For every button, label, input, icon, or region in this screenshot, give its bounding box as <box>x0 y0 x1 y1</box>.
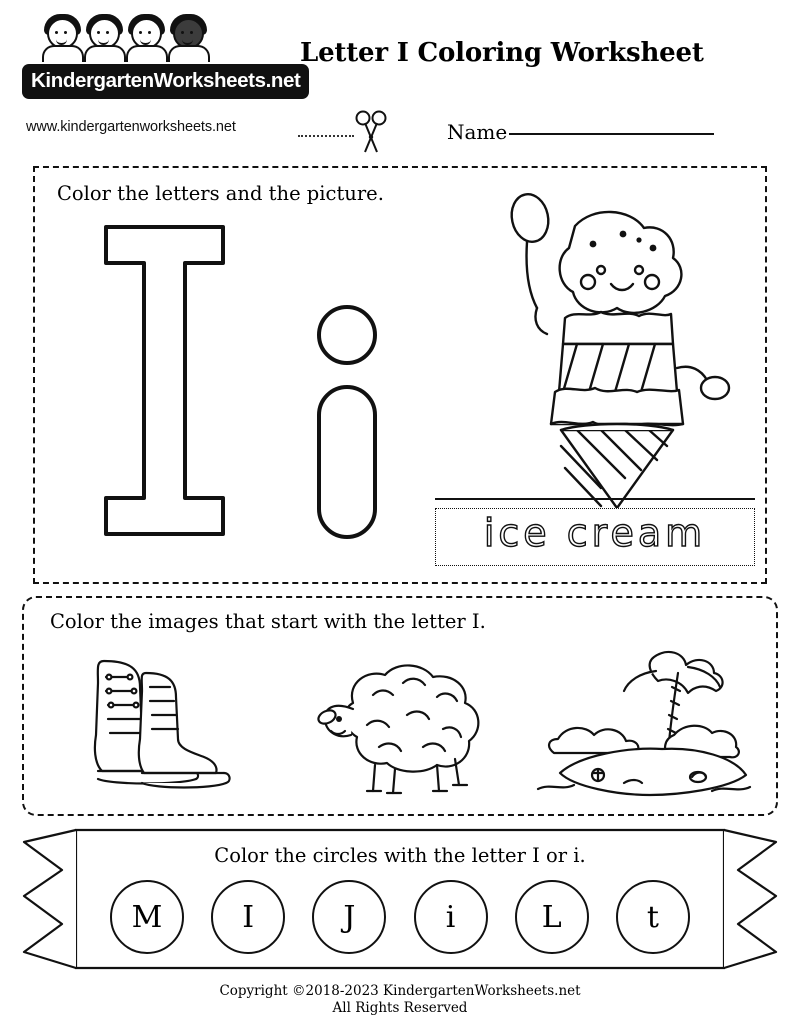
lowercase-letter-outline[interactable] <box>300 303 395 548</box>
kid-figure-2 <box>82 16 128 62</box>
ice-skates-image[interactable] <box>46 643 276 803</box>
letter-circle[interactable]: L <box>515 880 589 954</box>
page-footer <box>0 983 800 1017</box>
name-label: Name <box>447 120 508 144</box>
name-write-line <box>509 132 714 135</box>
letter-circle[interactable]: t <box>616 880 690 954</box>
letter-circle[interactable]: I <box>211 880 285 954</box>
logo-text: KindergartenWorksheets.net <box>31 69 301 92</box>
word-baseline <box>435 498 755 500</box>
letter-circle[interactable]: J <box>312 880 386 954</box>
section-color-letters <box>33 166 767 584</box>
kid-figure-1 <box>40 16 86 62</box>
section1-instruction: Color the letters and the picture. <box>57 182 384 205</box>
section2-image-row <box>40 640 764 806</box>
uppercase-letter-outline[interactable] <box>92 213 237 548</box>
cut-dotted-line <box>298 135 354 137</box>
scissors-icon <box>352 110 390 156</box>
letter-circle[interactable]: i <box>414 880 488 954</box>
section-color-circles <box>14 824 786 974</box>
logo-wordmark <box>22 64 309 99</box>
island-image[interactable] <box>528 643 758 803</box>
sheep-image[interactable] <box>287 643 517 803</box>
kid-figure-3 <box>124 16 170 62</box>
rights-text: All Rights Reserved <box>332 1000 468 1016</box>
letter-circle[interactable]: M <box>110 880 184 954</box>
copyright-text: Copyright ©2018-2023 KindergartenWorksheets.net <box>219 983 581 999</box>
site-logo[interactable] <box>22 14 301 99</box>
site-url: www.kindergartenworksheets.net <box>26 119 236 135</box>
section2-instruction: Color the images that start with the letter I. <box>50 610 486 633</box>
kids-illustration <box>40 14 255 62</box>
section3-instruction: Color the circles with the letter I or i. <box>214 844 586 867</box>
ice-cream-cone-character-image[interactable] <box>425 178 755 508</box>
traced-word[interactable]: ice cream <box>483 511 707 555</box>
page-header <box>0 0 800 150</box>
name-field[interactable] <box>447 120 714 144</box>
section-color-images <box>22 596 778 816</box>
kid-figure-4 <box>166 16 212 62</box>
page-title: Letter I Coloring Worksheet <box>300 38 704 68</box>
letter-circle-row <box>110 878 690 956</box>
